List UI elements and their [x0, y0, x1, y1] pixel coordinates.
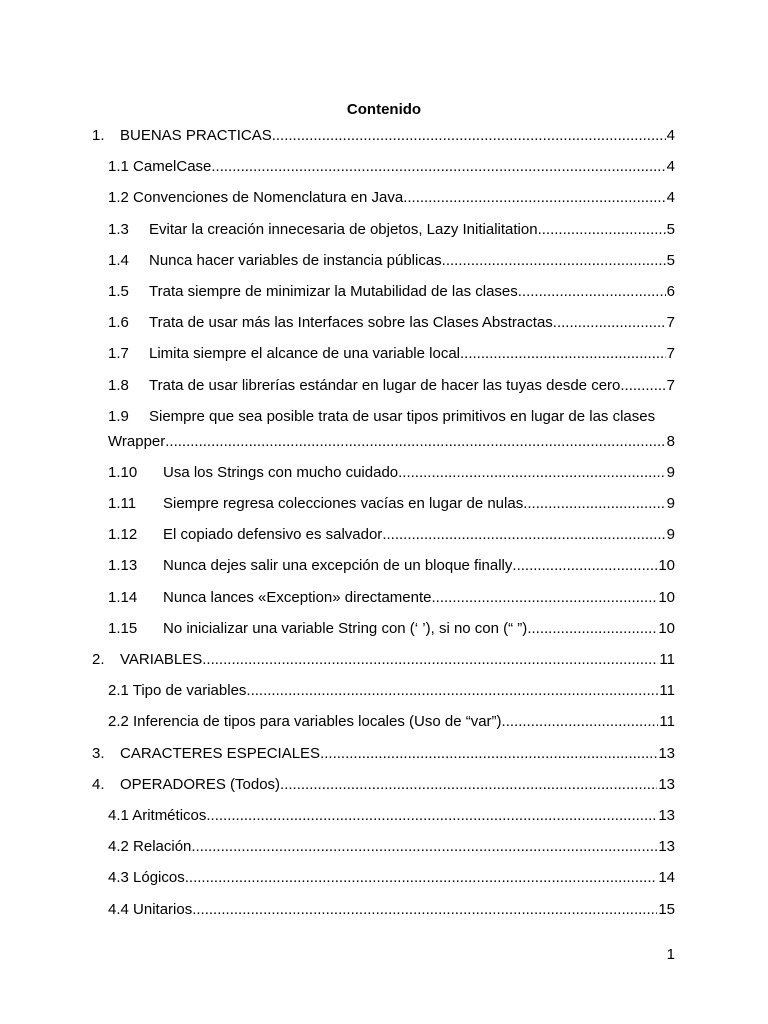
- toc-entry-label: 2.1 Tipo de variables: [108, 682, 247, 700]
- toc-entry-label: OPERADORES (Todos): [120, 775, 281, 793]
- toc-entry-page: 8: [666, 432, 675, 450]
- toc-entry-strings[interactable]: [92, 462, 675, 493]
- toc-entry-number: 1.13: [108, 557, 138, 575]
- toc-entry-number: 1.8: [108, 376, 129, 394]
- toc-entry-page: 5: [666, 220, 675, 238]
- toc-entry-page: 9: [666, 526, 675, 544]
- toc-entry-page: 10: [658, 588, 675, 606]
- toc-entry-page: 15: [658, 900, 675, 918]
- toc-entry-label: Evitar la creación innecesaria de objetos, Lazy Initialitation: [149, 220, 538, 238]
- toc-entry-buenas-practicas[interactable]: [92, 125, 675, 156]
- toc-entry-page: 11: [659, 713, 675, 731]
- toc-entry-librerias[interactable]: [92, 375, 675, 406]
- toc-entry-label: Limita siempre el alcance de una variable local: [149, 345, 461, 363]
- toc-dot-leader: [246, 680, 658, 702]
- toc-entry-page: 9: [666, 495, 675, 513]
- toc-dot-leader: [192, 899, 657, 921]
- toc-entry-page: 4: [666, 127, 675, 144]
- toc-entry-number: 3.: [92, 744, 105, 762]
- toc-entry-page: 10: [658, 619, 675, 637]
- toc-entry-number: 1.12: [108, 526, 138, 544]
- toc-entry-page: 9: [666, 463, 675, 481]
- toc-entry-page: 13: [658, 838, 675, 856]
- toc-entry-label: 4.2 Relación: [108, 838, 192, 856]
- toc-dot-leader: [202, 649, 658, 671]
- toc-entry-string-init[interactable]: [92, 618, 675, 649]
- toc-dot-leader: [272, 125, 666, 147]
- toc-entry-page: 7: [666, 345, 675, 363]
- toc-dot-leader: [191, 836, 657, 858]
- toc-entry-number: 1.4: [108, 251, 129, 269]
- toc-dot-leader: [442, 250, 666, 272]
- toc-entry-colecciones-vacias[interactable]: [92, 493, 675, 524]
- toc-entry-label: Nunca lances «Exception» directamente: [163, 588, 432, 606]
- toc-dot-leader: [206, 805, 657, 827]
- toc-entry-copiado-defensivo[interactable]: [92, 524, 675, 555]
- toc-entry-page: 5: [666, 251, 675, 269]
- toc-entry-unitarios[interactable]: [92, 899, 675, 930]
- toc-entry-label: BUENAS PRACTICAS: [120, 127, 272, 144]
- toc-entry-page: 7: [666, 314, 675, 332]
- toc-dot-leader: [280, 774, 657, 796]
- toc-entry-label: Trata de usar más las Interfaces sobre las Clases Abstractas: [149, 314, 553, 332]
- toc-entry-page: 11: [659, 682, 675, 700]
- toc-entry-alcance-variable[interactable]: [92, 343, 675, 374]
- toc-entry-number: 1.14: [108, 588, 138, 606]
- toc-entry-number: 1.: [92, 127, 105, 144]
- toc-entry-label: Siempre regresa colecciones vacías en lugar de nulas: [163, 495, 524, 513]
- toc-entry-page: 4: [666, 158, 675, 176]
- toc-entry-tipo-variables[interactable]: [92, 680, 675, 711]
- toc-entry-lances-exception[interactable]: [92, 587, 675, 618]
- toc-entry-label: Nunca dejes salir una excepción de un bloque finally: [163, 557, 513, 575]
- toc-dot-leader: [460, 343, 666, 365]
- toc-entry-number: 1.7: [108, 345, 129, 363]
- toc-entry-label: 4.4 Unitarios: [108, 900, 193, 918]
- toc-entry-operadores[interactable]: [92, 774, 675, 805]
- toc-entry-number: 4.: [92, 775, 105, 793]
- toc-entry-mutabilidad[interactable]: [92, 281, 675, 312]
- toc-dot-leader: [382, 524, 665, 546]
- toc-entry-variables[interactable]: [92, 649, 675, 680]
- toc-entry-aritmeticos[interactable]: [92, 805, 675, 836]
- toc-dot-leader: [512, 555, 657, 577]
- toc-entry-label: 1.2 Convenciones de Nomenclatura en Java: [108, 189, 404, 207]
- toc-entry-label: No inicializar una variable String con (‘ ’), si no con (“ ”): [163, 619, 528, 637]
- toc-entry-label: Trata siempre de minimizar la Mutabilidad de las clases: [149, 282, 518, 300]
- toc-entry-logicos[interactable]: [92, 867, 675, 898]
- toc-entry-label: Nunca hacer variables de instancia públicas: [149, 251, 442, 269]
- toc-entry-number: 1.6: [108, 314, 129, 332]
- toc-entry-relacion[interactable]: [92, 836, 675, 867]
- page-number: 1: [666, 946, 675, 963]
- toc-entry-label: 2.2 Inferencia de tipos para variables locales (Uso de “var”): [108, 713, 502, 731]
- toc-entry-number: 1.5: [108, 282, 129, 300]
- toc-dot-leader: [620, 375, 665, 397]
- toc-entry-camelcase[interactable]: [92, 156, 675, 187]
- toc-dot-leader: [527, 618, 657, 640]
- toc-entry-label: Usa los Strings con mucho cuidado: [163, 463, 399, 481]
- toc-entry-label-continued: Wrapper: [108, 432, 166, 450]
- toc-entry-number: 2.: [92, 651, 105, 668]
- toc-entry-number: 1.10: [108, 463, 138, 481]
- toc-entry-tipos-primitivos-cont[interactable]: [92, 431, 675, 462]
- toc-entry-label: 4.3 Lógicos: [108, 869, 185, 887]
- toc-dot-leader: [185, 867, 658, 889]
- toc-dot-leader: [553, 312, 666, 334]
- toc-entry-lazy-init[interactable]: [92, 219, 675, 250]
- toc-entry-label: 1.1 CamelCase: [108, 158, 212, 176]
- toc-entry-excepcion-finally[interactable]: [92, 555, 675, 586]
- toc-entry-page: 13: [658, 775, 675, 793]
- toc-entry-caracteres-especiales[interactable]: [92, 743, 675, 774]
- toc-dot-leader: [538, 219, 666, 241]
- toc-entry-variables-instancia[interactable]: [92, 250, 675, 281]
- table-of-contents: [92, 125, 675, 930]
- toc-dot-leader: [502, 711, 659, 733]
- toc-dot-leader: [398, 462, 666, 484]
- toc-entry-page: 11: [659, 651, 675, 668]
- toc-entry-inferencia-tipos[interactable]: [92, 711, 675, 742]
- toc-dot-leader: [523, 493, 665, 515]
- toc-entry-number: 1.15: [108, 619, 138, 637]
- toc-entry-label: 4.1 Aritméticos: [108, 806, 207, 824]
- toc-entry-page: 4: [666, 189, 675, 207]
- toc-dot-leader: [320, 743, 657, 765]
- toc-entry-interfaces[interactable]: [92, 312, 675, 343]
- toc-entry-convenciones[interactable]: [92, 187, 675, 218]
- toc-entry-page: 14: [658, 869, 675, 887]
- toc-dot-leader: [403, 187, 665, 209]
- toc-entry-page: 7: [666, 376, 675, 394]
- toc-entry-page: 6: [666, 282, 675, 300]
- toc-dot-leader: [518, 281, 666, 303]
- toc-entry-page: 13: [658, 806, 675, 824]
- toc-entry-label: Trata de usar librerías estándar en lugar de hacer las tuyas desde cero: [149, 376, 621, 394]
- toc-entry-label: VARIABLES: [120, 651, 203, 668]
- toc-entry-label: El copiado defensivo es salvador: [163, 526, 383, 544]
- toc-entry-number: 1.3: [108, 220, 129, 238]
- toc-dot-leader: [432, 587, 658, 609]
- toc-entry-number: 1.9: [108, 407, 129, 425]
- toc-entry-label: CARACTERES ESPECIALES: [120, 744, 321, 762]
- toc-dot-leader: [165, 431, 665, 453]
- toc-entry-page: 13: [658, 744, 675, 762]
- toc-title: Contenido: [346, 101, 422, 118]
- toc-entry-page: 10: [658, 557, 675, 575]
- toc-entry-number: 1.11: [108, 495, 137, 513]
- toc-entry-tipos-primitivos[interactable]: [92, 406, 675, 431]
- toc-entry-label: Siempre que sea posible trata de usar tipos primitivos en lugar de las clases: [149, 407, 656, 425]
- toc-dot-leader: [211, 156, 665, 178]
